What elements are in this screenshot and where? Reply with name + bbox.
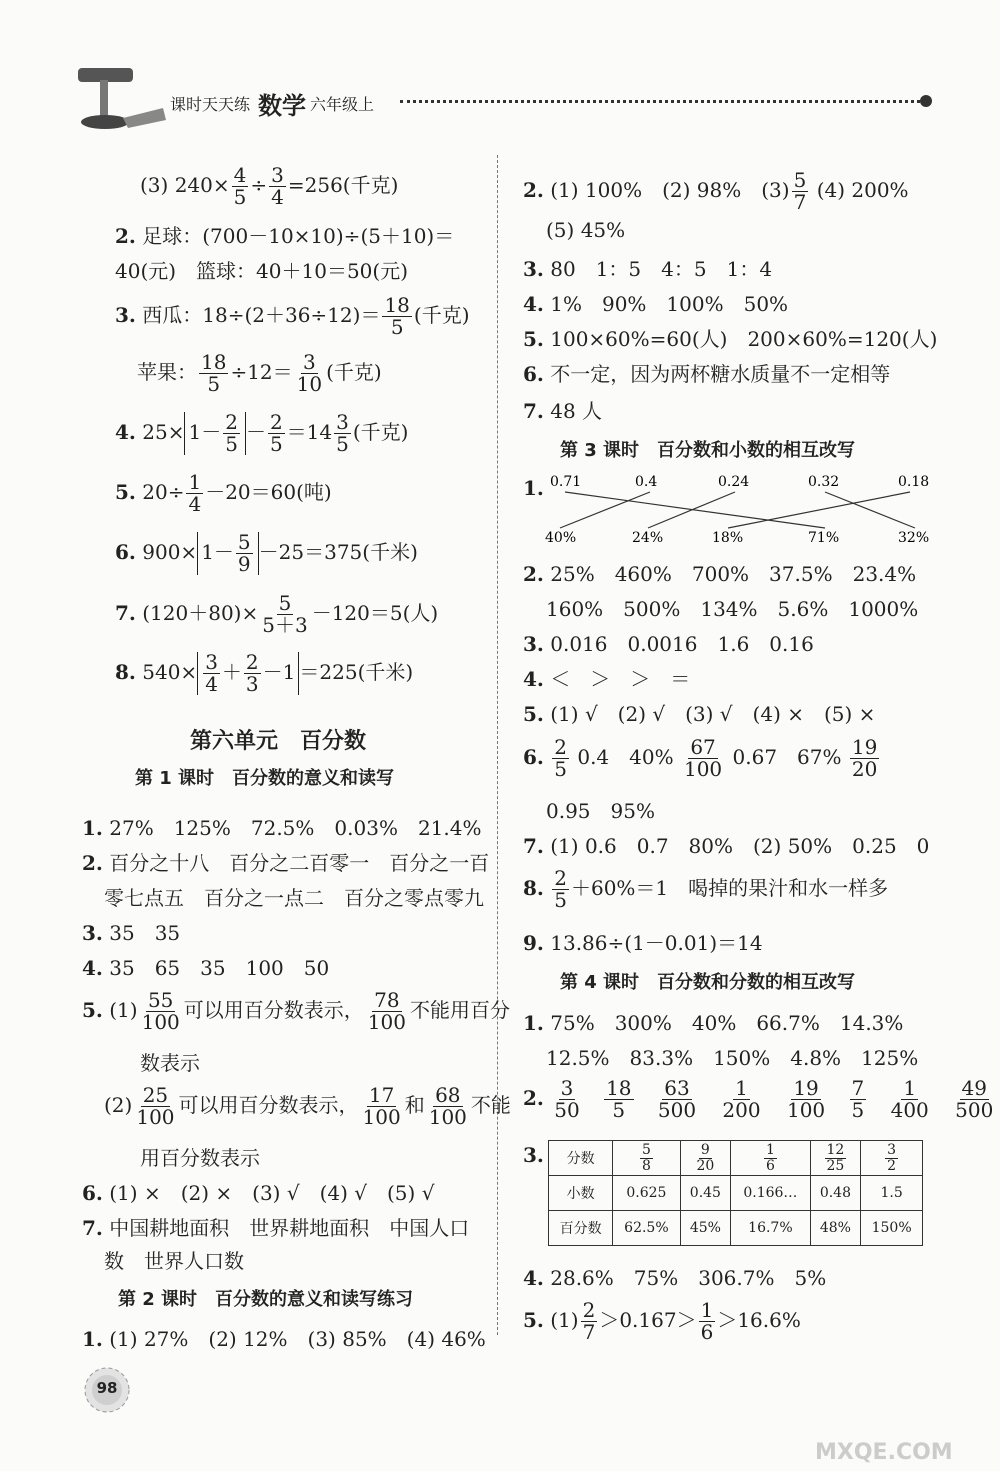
right-item-5: 5. 100×60%=60(人) 200×60%=120(人): [523, 327, 938, 351]
row-label: 小数: [549, 1176, 613, 1211]
lesson1-item-4: 4. 35 65 35 100 50: [82, 956, 330, 980]
lesson3-item-2-line2: 160% 500% 134% 5.6% 1000%: [546, 597, 919, 621]
match-bottom-3: 71%: [808, 530, 840, 546]
left-item-8: 8. 540× $\frac{3}{4}$ ＋ $\frac{2}{3}$ －1 ＝225(千米): [115, 650, 414, 696]
lesson1-item-3: 3. 35 35: [82, 921, 181, 945]
lesson3-item-4: 4. ＜ ＞ ＞ ＝: [523, 667, 691, 691]
left-item-6: 6. 900× 1－ $\frac{5}{9}$ －25＝375(千米): [115, 530, 418, 576]
lesson-1-title: 第 1 课时 百分数的意义和读写: [135, 768, 395, 789]
lesson3-item-9: 9. 13.86÷(1－0.01)＝14: [523, 931, 763, 955]
lesson3-item-2: 2. 25% 460% 700% 37.5% 23.4%: [523, 562, 917, 586]
header-dotted-line: [400, 100, 920, 103]
right-item-6: 6. 不一定，因为两杯糖水质量不一定相等: [523, 362, 891, 386]
left-item-3: 3. 西瓜：18÷(2＋36÷12)＝ $\frac{18}{5}$ (千克): [115, 293, 470, 339]
lesson-3-title: 第 3 课时 百分数和小数的相互改写: [560, 440, 856, 461]
watermark: MXQE.COM: [815, 1440, 953, 1465]
table-row: 百分数 62.5% 45% 16.7% 48% 150%: [549, 1211, 923, 1246]
lesson2-item-1: 1. (1) 27% (2) 12% (3) 85% (4) 46%: [82, 1327, 486, 1351]
right-item-3: 3. 80 1：5 4：5 1：4: [523, 257, 773, 281]
left-item-2: 2. 足球：(700－10×10)÷(5＋10)＝: [115, 224, 455, 248]
lesson1-item-2-line2: 零七点五 百分之一点二 百分之零点零九: [104, 886, 484, 910]
match-top-3: 0.32: [808, 474, 840, 490]
lesson3-item-6-line2: 0.95 95%: [546, 799, 655, 823]
unit-title: 第六单元 百分数: [190, 729, 367, 754]
lesson4-item-3-number: 3.: [523, 1143, 544, 1167]
header-subject: 数学: [258, 92, 306, 120]
left-item-3-line2: 苹果： $\frac{18}{5}$ ÷12＝ $\frac{3}{10}$ (千克): [137, 350, 382, 396]
table-row: 小数 0.625 0.45 0.166… 0.48 1.5: [549, 1176, 923, 1211]
lesson1-item-2: 2. 百分之十八 百分之二百零一 百分之一百: [82, 851, 490, 875]
lesson1-item-5: 5. (1) $\frac{55}{100}$ 可以用百分数表示， $\frac{78}{100}$ 不能用百分: [82, 988, 510, 1034]
match-top-1: 0.4: [635, 474, 658, 490]
lesson-2-title: 第 2 课时 百分数的意义和读写练习: [118, 1289, 414, 1310]
match-bottom-1: 24%: [632, 530, 664, 546]
right-item-2: 2. (1) 100% (2) 98% (3) $\frac{5}{7}$ (4) 200%: [523, 168, 909, 214]
left-item-2-line2: 40(元) 篮球：40＋10＝50(元): [115, 259, 409, 283]
right-item-7: 7. 48 人: [523, 399, 603, 423]
lesson-4-title: 第 4 课时 百分数和分数的相互改写: [560, 972, 856, 993]
lesson1-item-5-line2: 数表示: [140, 1051, 200, 1075]
lesson1-item-5-part2: (2) $\frac{25}{100}$ 可以用百分数表示， $\frac{17}{100}$ 和 $\frac{68}{100}$ 不能: [104, 1083, 511, 1129]
header-dot: [920, 95, 932, 107]
lesson3-item-6: 6. $\frac{2}{5}$ 0.4 40% $\frac{67}{100}$ 0.67 67% $\frac{19}{20}$: [523, 735, 878, 781]
column-divider: [497, 155, 498, 1335]
lesson4-item-5: 5. (1) $\frac{2}{7}$ ＞0.167＞ $\frac{1}{6}$ ＞16.6%: [523, 1298, 801, 1344]
right-item-4: 4. 1% 90% 100% 50%: [523, 292, 789, 316]
lesson1-item-7-line2: 数 世界人口数: [104, 1249, 244, 1273]
lesson4-item-1-line2: 12.5% 83.3% 150% 4.8% 125%: [546, 1046, 919, 1070]
lesson1-item-6: 6. (1) × (2) × (3) √ (4) √ (5) √: [82, 1181, 435, 1205]
lesson1-item-5-part2-line2: 用百分数表示: [140, 1146, 260, 1170]
lesson4-item-2: 2. $\frac{3}{50}$ $\frac{18}{5}$ $\frac{63}{500}$ $\frac{1}{200}$ $\frac{19}{100}$ $\frac{7}{5}$ $\frac{1}{400}$ $\frac{49}{500}$: [523, 1076, 994, 1122]
lesson3-item-7: 7. (1) 0.6 0.7 80% (2) 50% 0.25 0: [523, 834, 930, 858]
lesson1-item-7: 7. 中国耕地面积 世界耕地面积 中国人口: [82, 1216, 470, 1240]
match-bottom-0: 40%: [545, 530, 577, 546]
match-item-number: 1.: [523, 476, 544, 500]
table-row: 分数 $\frac{5}{8}$ $\frac{9}{20}$ $\frac{1}{6}$ $\frac{12}{25}$ $\frac{3}{2}$: [549, 1141, 923, 1176]
lesson3-item-3: 3. 0.016 0.0016 1.6 0.16: [523, 632, 814, 656]
lesson4-item-4: 4. 28.6% 75% 306.7% 5%: [523, 1266, 827, 1290]
right-item-2-line2: (5) 45%: [546, 218, 626, 242]
left-item-4: 4. 25× 1－ $\frac{2}{5}$ － $\frac{2}{5}$ ＝14 $\frac{3}{5}$ (千克): [115, 410, 409, 456]
match-top-2: 0.24: [718, 474, 750, 490]
lesson3-item-5: 5. (1) √ (2) √ (3) √ (4) × (5) ×: [523, 702, 876, 726]
match-top-0: 0.71: [550, 474, 582, 490]
lamp-icon: [68, 60, 168, 135]
match-bottom-2: 18%: [712, 530, 744, 546]
page-number: 98: [96, 1379, 118, 1397]
left-line-1: (3) 240× $\frac{4}{5}$ ÷ $\frac{3}{4}$ =256(千克): [140, 163, 399, 209]
page-number-badge: [82, 1365, 132, 1415]
left-item-5: 5. 20÷ $\frac{1}{4}$ －20＝60(吨): [115, 470, 332, 516]
row-label: 分数: [549, 1141, 613, 1176]
lesson3-item-8: 8. $\frac{2}{5}$ ＋60%＝1 喝掉的果汁和水一样多: [523, 866, 889, 912]
match-bottom-4: 32%: [898, 530, 930, 546]
lesson1-item-1: 1. 27% 125% 72.5% 0.03% 21.4%: [82, 816, 482, 840]
header-grade: 六年级上: [310, 95, 375, 114]
row-label: 百分数: [549, 1211, 613, 1246]
lesson4-item-1: 1. 75% 300% 40% 66.7% 14.3%: [523, 1011, 904, 1035]
header-prefix: 课时天天练: [170, 95, 251, 114]
matching-diagram: [540, 470, 940, 550]
match-top-4: 0.18: [898, 474, 930, 490]
left-item-7: 7. (120＋80)× $\frac{5}{5+3}$ －120＝5(人): [115, 591, 439, 637]
conversion-table: [548, 1140, 923, 1246]
